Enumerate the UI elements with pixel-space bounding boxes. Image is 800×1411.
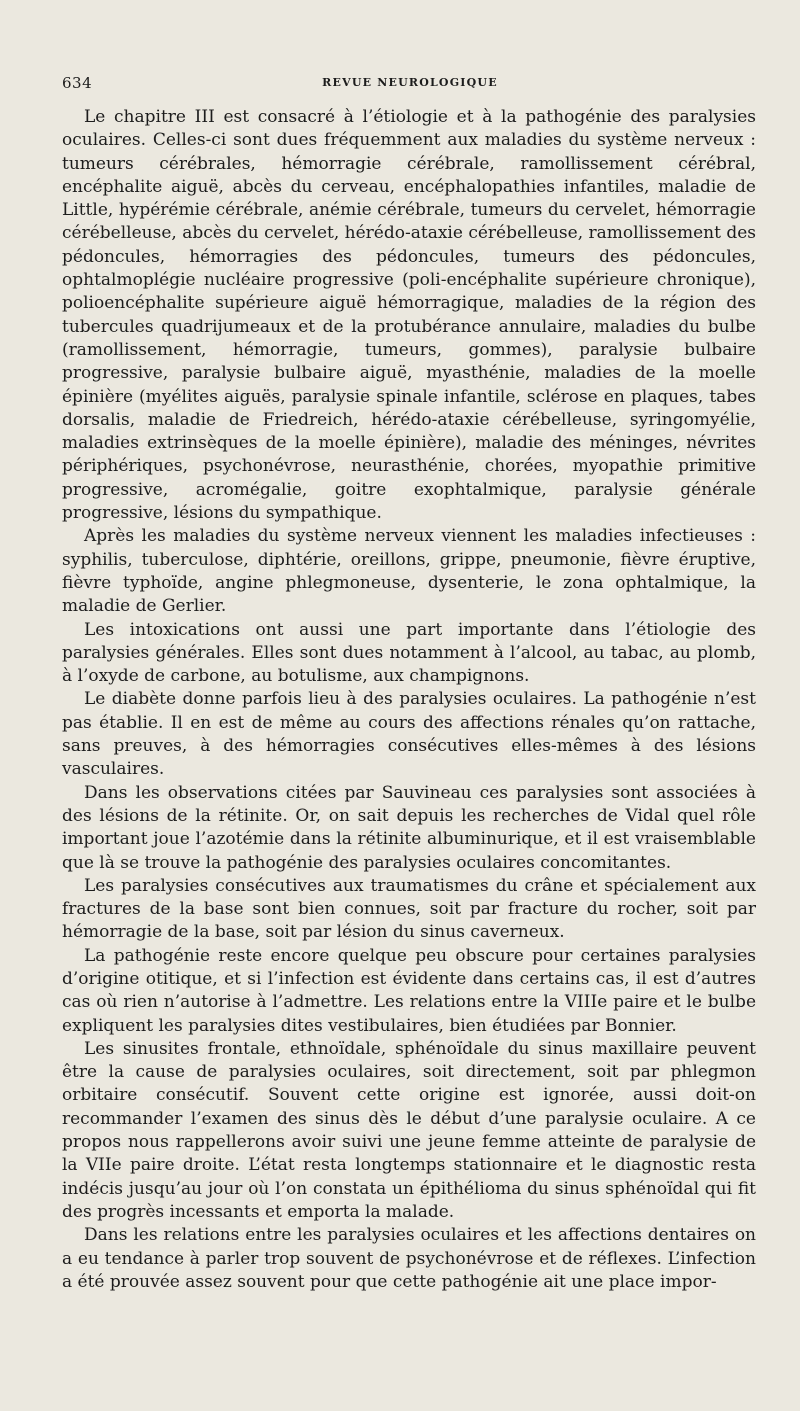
paragraph-diabete: Le diabète donne parfois lieu à des paralysies oculaires. La pathogénie n’est pas établie. Il en est de même au cours des affections rénales qu’on rattache, sans preuves, à des hémorragies consécutives elles-mêmes à des lésions vasculaires.: [62, 689, 756, 780]
paragraph-traumatismes: Les paralysies consécutives aux traumatismes du crâne et spécialement aux fractures de la base sont bien connues, soit par fracture du rocher, soit par hémorragie de la base, soit par lésion du sinus caverneux.: [62, 875, 756, 943]
body-text: [62, 106, 756, 1294]
paragraph-maladies-infectieuses: Après les maladies du système nerveux viennent les maladies infectieuses : syphilis, tuberculose, diphtérie, oreillons, grippe, pneumonie, fièvre éruptive, fièvre typhoïde, angine phlegmoneuse, dysenterie, le zona ophtalmique, la maladie de Gerlier.: [62, 526, 756, 617]
paragraph-etiologie-systeme-nerveux: Le chapitre III est consacré à l’étiologie et à la pathogénie des paralysies oculaires. Celles-ci sont dues fréquemment aux maladies du système nerveux : tumeurs cérébrales, hémorragie cérébrale, ramollissement cérébral, encéphalite aiguë, abcès du cerveau, encéphalopathies infantiles, maladie de Little, hypérémie cérébrale, anémie cérébrale, tumeurs du cervelet, hémorragie cérébelleuse, abcès du cervelet, hérédo-ataxie cérébelleuse, ramollissement des pédoncules, hémorragies des pédoncules, tumeurs des pédoncules, ophtalmoplégie nucléaire progressive (poli-encéphalite supérieure chronique), polioencéphalite supérieure aiguë hémorragique, maladies de la région des tubercules quadrijumeaux et de la protubérance annulaire, maladies du bulbe (ramollissement, hémorragie, tumeurs, gommes), paralysie bulbaire progressive, paralysie bulbaire aiguë, myasthénie, maladies de la moelle épinière (myélites aiguës, paralysie spinale infantile, sclérose en plaques, tabes dorsalis, maladie de Friedreich, hérédo-ataxie cérébelleuse, syringomyélie, maladies extrinsèques de la moelle épinière), maladie des méninges, névrites périphériques, psychonévrose, neurasthénie, chorées, myopathie primitive progressive, acromégalie, goitre exophtalmique, paralysie générale progressive, lésions du sympathique.: [62, 107, 756, 524]
running-title: REVUE NEUROLOGIQUE: [322, 76, 498, 89]
paragraph-sinusites: Les sinusites frontale, ethnoïdale, sphénoïdale du sinus maxillaire peuvent être la cause de paralysies oculaires, soit directement, soit par phlegmon orbitaire consécutif. Souvent cette origine est ignorée, aussi doit-on recommander l’examen des sinus dès le début d’une paralysie oculaire. A ce propos nous rappellerons avoir suivi une jeune femme atteinte de paralysie de la VIIe paire droite. L’état resta longtemps stationnaire et le diagnostic resta indécis jusqu’au jour où l’on constata un épithélioma du sinus sphénoïdal qui fit des progrès incessants et emporta la malade.: [62, 1038, 756, 1222]
paragraph-affections-dentaires: Dans les relations entre les paralysies oculaires et les affections dentaires on a eu tendance à parler trop souvent de psychonévrose et de réflexes. L’infection a été prouvée assez souvent pour que cette pathogénie ait une place impor-: [62, 1225, 756, 1292]
page-number: 634: [62, 74, 93, 92]
page-header: [62, 56, 758, 90]
paragraph-intoxications: Les intoxications ont aussi une part importante dans l’étiologie des paralysies générales. Elles sont dues notamment à l’alcool, au tabac, au plomb, à l’oxyde de carbone, au botulisme, aux champignons.: [62, 619, 756, 687]
paragraph-origine-otitique: La pathogénie reste encore quelque peu obscure pour certaines paralysies d’origine otitique, et si l’infection est évidente dans certains cas, il est d’autres cas où rien n’autorise à l’admettre. Les relations entre la VIIIe paire et le bulbe expliquent les paralysies dites vestibulaires, bien étudiées par Bonnier.: [62, 945, 756, 1036]
paragraph-retinite: Dans les observations citées par Sauvineau ces paralysies sont associées à des lésions de la rétinite. Or, on sait depuis les recherches de Vidal quel rôle important joue l’azotémie dans la rétinite albuminurique, et il est vraisemblable que là se trouve la pathogénie des paralysies oculaires concomitantes.: [62, 782, 756, 873]
